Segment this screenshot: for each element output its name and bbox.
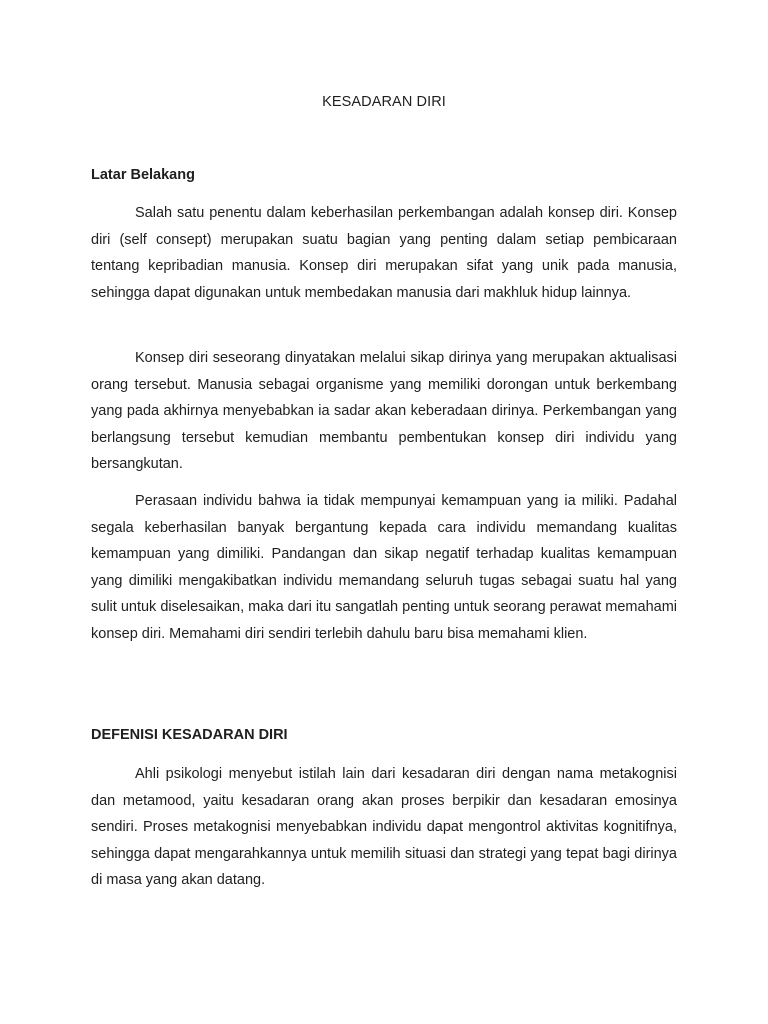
document-page: [91, 0, 677, 1024]
paragraph-konsep-diri-seseorang: Konsep diri seseorang dinyatakan melalui sikap dirinya yang merupakan aktualisasi orang tersebut. Manusia sebagai organisme yang memiliki dorongan untuk berkembang yang pada akhirnya menyebabkan ia sadar akan keberadaan dirinya. Perkembangan yang berlangsung tersebut kemudian membantu pembentukan konsep diri individu yang bersangkutan.: [91, 350, 677, 473]
section-heading-defenisi: DEFENISI KESADARAN DIRI: [91, 727, 288, 743]
paragraph-konsep-diri-intro: Salah satu penentu dalam keberhasilan perkembangan adalah konsep diri. Konsep diri (self consept) merupakan suatu bagian yang penting dalam setiap pembicaraan tentang kepribadian manusia. Konsep diri merupakan sifat yang unik pada manusia, sehingga dapat digunakan untuk membedakan manusia dari makhluk hidup lainnya.: [91, 205, 677, 301]
section-heading-latar-belakang: Latar Belakang: [91, 167, 195, 183]
document-title: KESADARAN DIRI: [322, 94, 446, 110]
paragraph-definisi-metakognisi: Ahli psikologi menyebut istilah lain dari kesadaran diri dengan nama metakognisi dan metamood, yaitu kesadaran orang akan proses berpikir dan kesadaran emosinya sendiri. Proses metakognisi menyebabkan individu dapat mengontrol aktivitas kognitifnya, sehingga dapat mengarahkannya untuk memilih situasi dan strategi yang tepat bagi dirinya di masa yang akan datang.: [91, 766, 677, 889]
paragraph-perasaan-individu: Perasaan individu bahwa ia tidak mempunyai kemampuan yang ia miliki. Padahal segala keberhasilan banyak bergantung kepada cara individu memandang kualitas kemampuan yang dimiliki. Pandangan dan sikap negatif terhadap kualitas kemampuan yang dimiliki mengakibatkan individu memandang seluruh tugas sebagai suatu hal yang sulit untuk diselesaikan, maka dari itu sangatlah penting untuk seorang perawat memahami konsep diri. Memahami diri sendiri terlebih dahulu baru bisa memahami klien.: [91, 493, 677, 642]
